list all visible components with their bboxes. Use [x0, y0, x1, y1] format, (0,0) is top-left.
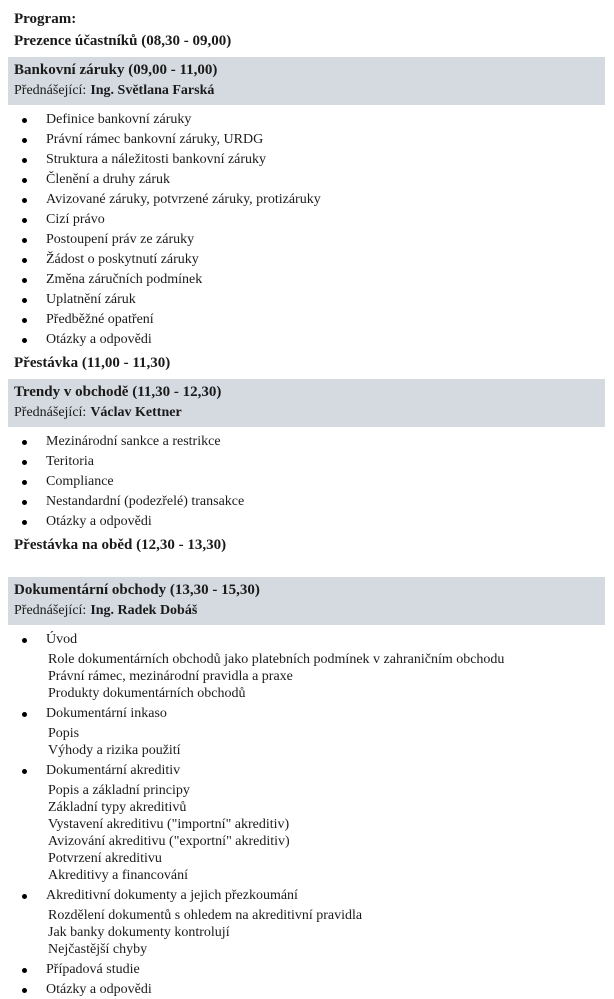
intro-line: Prezence účastníků (08,30 - 09,00): [14, 33, 232, 49]
bullet-icon: [22, 298, 27, 303]
list-item-label: Změna záručních podmínek: [46, 272, 203, 287]
bullet-icon: [22, 460, 27, 465]
bullet-icon: [22, 318, 27, 323]
list-item: [0, 981, 614, 999]
sub-item: Nejčastější chyby: [48, 942, 148, 957]
list-item: [0, 171, 614, 189]
bullet-icon: [22, 968, 27, 973]
lecturer-name: Ing. Světlana Farská: [90, 83, 215, 98]
sub-item: Výhody a rizika použití: [48, 743, 181, 758]
bullet-icon: [22, 520, 27, 525]
bullet-icon: [22, 178, 27, 183]
list-item-label: Definice bankovní záruky: [46, 112, 192, 127]
section-1-list: [0, 111, 614, 349]
bullet-icon: [22, 198, 27, 203]
list-item-label: Cizí právo: [46, 212, 105, 227]
list-item: [0, 493, 614, 511]
bullet-icon: [22, 500, 27, 505]
bullet-icon: [22, 480, 27, 485]
section-header-banner-3: [8, 577, 605, 625]
break-line: Přestávka (11,00 - 11,30): [14, 355, 171, 371]
list-item: [0, 887, 614, 905]
list-item-label: Žádost o poskytnutí záruky: [46, 252, 199, 267]
list-item: [0, 291, 614, 309]
list-item: [0, 111, 614, 129]
sub-item: Avizování akreditivu ("exportní" akreditiv): [48, 834, 290, 849]
list-item-label: Otázky a odpovědi: [46, 332, 152, 347]
bullet-icon: [22, 258, 27, 263]
bullet-icon: [22, 769, 27, 774]
list-item-label: Úvod: [46, 632, 78, 647]
list-item-label: Členění a druhy záruk: [46, 172, 171, 187]
section-header-banner-2: [8, 379, 605, 427]
list-item-label: Avizované záruky, potvrzené záruky, protizáruky: [46, 192, 321, 207]
sub-item: Role dokumentárních obchodů jako platebních podmínek v zahraničním obchodu: [48, 652, 505, 667]
sub-item: Akreditivy a financování: [48, 868, 188, 883]
bullet-icon: [22, 138, 27, 143]
break-line: Přestávka na oběd (12,30 - 13,30): [14, 537, 227, 553]
sub-item-group: [48, 782, 605, 884]
list-item: [0, 231, 614, 249]
section-title: Dokumentární obchody (13,30 - 15,30): [14, 582, 260, 598]
bullet-icon: [22, 218, 27, 223]
list-item-label: Struktura a náležitosti bankovní záruky: [46, 152, 267, 167]
list-item: [0, 631, 614, 649]
sub-item-group: [48, 725, 605, 759]
list-item-label: Případová studie: [46, 962, 140, 977]
list-item: [0, 473, 614, 491]
list-item: [0, 331, 614, 349]
lecturer-label: Přednášející:: [14, 405, 87, 420]
list-item-label: Postoupení práv ze záruky: [46, 232, 195, 247]
list-item-label: Předběžné opatření: [46, 312, 154, 327]
list-item-label: Nestandardní (podezřelé) transakce: [46, 494, 245, 509]
lecturer-name: Václav Kettner: [90, 405, 182, 420]
bullet-icon: [22, 158, 27, 163]
sub-item: Právní rámec, mezinárodní pravidla a praxe: [48, 669, 293, 684]
bullet-icon: [22, 712, 27, 717]
list-item-label: Otázky a odpovědi: [46, 514, 152, 529]
list-item: [0, 311, 614, 329]
spacer: [0, 561, 614, 577]
list-item: [0, 251, 614, 269]
list-item: [0, 433, 614, 451]
list-item: [0, 131, 614, 149]
list-item-label: Právní rámec bankovní záruky, URDG: [46, 132, 264, 147]
list-item: [0, 513, 614, 531]
section-2-list: [0, 433, 614, 531]
list-item-label: Mezinárodní sankce a restrikce: [46, 434, 221, 449]
bullet-icon: [22, 638, 27, 643]
lecturer-label: Přednášející:: [14, 83, 87, 98]
list-item-label: Dokumentární inkaso: [46, 706, 167, 721]
list-item-label: Teritoria: [46, 454, 94, 469]
page-title: Program:: [14, 11, 77, 27]
sub-item: Jak banky dokumenty kontrolují: [48, 925, 230, 940]
list-item: [0, 453, 614, 471]
list-item: [0, 151, 614, 169]
sub-item: Popis a základní principy: [48, 783, 190, 798]
list-item: [0, 762, 614, 780]
sub-item: Základní typy akreditivů: [48, 800, 187, 815]
bullet-icon: [22, 338, 27, 343]
bullet-icon: [22, 118, 27, 123]
sub-item-group: [48, 907, 605, 958]
sub-item: Vystavení akreditivu ("importní" akreditiv): [48, 817, 290, 832]
section-lecturer-line: [14, 403, 601, 422]
list-item: [0, 271, 614, 289]
section-3-list: [0, 631, 614, 999]
sub-item: Popis: [48, 726, 80, 741]
list-item-label: Compliance: [46, 474, 114, 489]
list-item: [0, 191, 614, 209]
bullet-icon: [22, 988, 27, 993]
section-title: Bankovní záruky (09,00 - 11,00): [14, 62, 218, 78]
list-item-label: Otázky a odpovědi: [46, 982, 152, 997]
list-item-label: Dokumentární akreditiv: [46, 763, 181, 778]
section-title: Trendy v obchodě (11,30 - 12,30): [14, 384, 222, 400]
list-item-label: Akreditivní dokumenty a jejich přezkoumání: [46, 888, 298, 903]
section-lecturer-line: [14, 81, 601, 100]
section-header-banner-1: [8, 57, 605, 105]
list-item: [0, 211, 614, 229]
list-item: [0, 961, 614, 979]
sub-item: Produkty dokumentárních obchodů: [48, 686, 246, 701]
lecturer-name: Ing. Radek Dobáš: [90, 603, 198, 618]
bullet-icon: [22, 278, 27, 283]
sub-item-group: [48, 651, 605, 702]
bullet-icon: [22, 238, 27, 243]
sub-item: Potvrzení akreditivu: [48, 851, 162, 866]
section-lecturer-line: [14, 601, 601, 620]
bullet-icon: [22, 894, 27, 899]
sub-item: Rozdělení dokumentů s ohledem na akreditivní pravidla: [48, 908, 363, 923]
list-item: [0, 705, 614, 723]
lecturer-label: Přednášející:: [14, 603, 87, 618]
bullet-icon: [22, 440, 27, 445]
list-item-label: Uplatnění záruk: [46, 292, 136, 307]
